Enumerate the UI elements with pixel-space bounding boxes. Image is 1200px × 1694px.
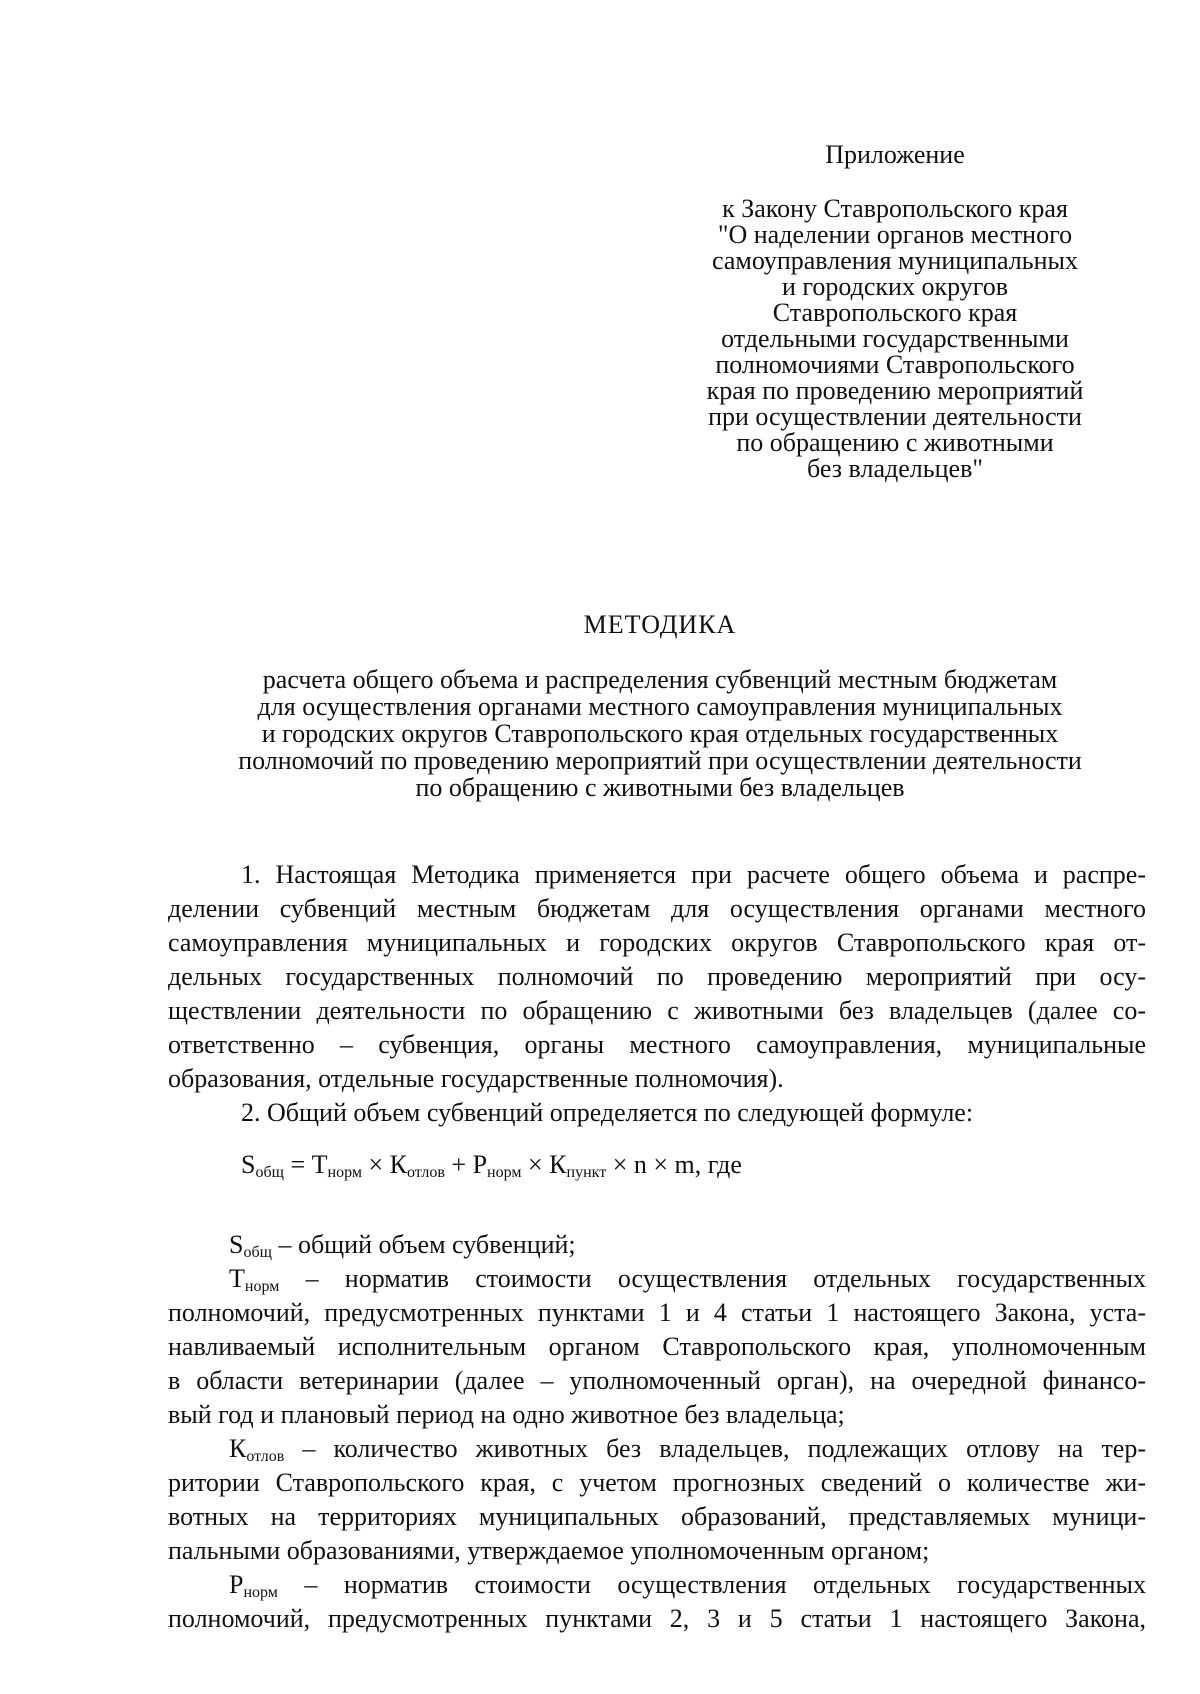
def-subscript: отлов — [246, 1448, 285, 1465]
def-text: – количество животных без владельцев, подлежащих отлову на тер- — [284, 1434, 1146, 1463]
appendix-line: по обращению с животными — [736, 428, 1054, 457]
formula-subscript: норм — [487, 1164, 522, 1181]
paragraph-line: образования, отдельные государственные полномочия). — [168, 1064, 784, 1093]
definition-line: вотных на территориях муниципальных образований, представляемых муници- — [168, 1502, 1146, 1531]
formula-symbol: S — [241, 1150, 256, 1179]
appendix-line: Ставропольского края — [772, 298, 1018, 327]
formula-subscript: норм — [327, 1164, 362, 1181]
definition-line: вый год и плановый период на одно животное без владельца; — [168, 1400, 845, 1429]
paragraph-line: 1. Настоящая Методика применяется при расчете общего объема и распре- — [241, 860, 1146, 889]
definition-line: пальными образованиями, утверждаемое уполномоченным органом; — [168, 1536, 930, 1565]
paragraph-2: 2. Общий объем субвенций определяется по следующей формуле: — [241, 1098, 974, 1127]
subtitle-line: для осуществления органами местного самоуправления муниципальных — [257, 692, 1063, 721]
paragraph-line: ществлении деятельности по обращению с животными без владельцев (далее со- — [168, 996, 1146, 1025]
definition-s — [168, 1228, 1146, 1262]
definitions — [168, 1228, 1146, 1636]
formula-subscript: общ — [255, 1164, 284, 1181]
def-text: – норматив стоимости осуществления отдельных государственных — [277, 1570, 1146, 1599]
paragraph-1 — [168, 858, 1146, 1130]
formula-operator: + — [444, 1150, 473, 1179]
document-subtitle — [170, 666, 1150, 801]
definition-p — [168, 1568, 1146, 1602]
appendix-line: "О наделении органов местного — [717, 220, 1073, 249]
def-text: – общий объем субвенций; — [271, 1230, 576, 1259]
appendix-line: полномочиями Ставропольского — [715, 350, 1075, 379]
def-subscript: общ — [243, 1244, 272, 1261]
definition-line: ритории Ставропольского края, с учетом прогнозных сведений о количестве жи- — [168, 1468, 1146, 1497]
def-subscript: норм — [243, 1584, 278, 1601]
appendix-line: без владельцев" — [807, 454, 983, 483]
def-symbol: Т — [229, 1264, 245, 1293]
appendix-line: и городских округов — [781, 272, 1009, 301]
paragraph-line: самоуправления муниципальных и городских округов Ставропольского края от- — [168, 928, 1146, 957]
formula-tail: × n × m, где — [606, 1150, 742, 1179]
appendix-caption — [660, 196, 1130, 482]
subtitle-line: полномочий по проведению мероприятий при осуществлении деятельности — [238, 746, 1082, 775]
appendix-line: отдельными государственными — [721, 324, 1069, 353]
document-title: МЕТОДИКА — [583, 610, 737, 639]
appendix-line: края по проведению мероприятий — [706, 376, 1084, 405]
formula-symbol: К — [549, 1150, 567, 1179]
formula-line — [241, 1148, 1200, 1182]
def-symbol: К — [229, 1434, 247, 1463]
definition-k — [168, 1432, 1146, 1466]
def-symbol: S — [229, 1230, 244, 1259]
subtitle-line: по обращению с животными без владельцев — [415, 773, 905, 802]
formula-operator: × — [521, 1150, 550, 1179]
formula-operator: = — [283, 1150, 312, 1179]
appendix-line: самоуправления муниципальных — [711, 246, 1079, 275]
appendix-line: к Закону Ставропольского края — [722, 194, 1068, 223]
formula-symbol: Т — [311, 1150, 328, 1179]
formula-symbol: К — [389, 1150, 407, 1179]
def-subscript: норм — [244, 1278, 280, 1295]
paragraph-line: дельных государственных полномочий по проведению мероприятий при осу- — [168, 962, 1146, 991]
definition-t — [168, 1262, 1146, 1296]
def-symbol: Р — [229, 1570, 244, 1599]
definition-line: полномочий, предусмотренных пунктами 2, 3 и 5 статьи 1 настоящего Закона, — [168, 1604, 1146, 1633]
subtitle-line: расчета общего объема и распределения субвенций местным бюджетам — [262, 665, 1058, 694]
definition-line: в области ветеринарии (далее – уполномоченный орган), на очередной финансо- — [168, 1366, 1146, 1395]
formula-subscript: пункт — [566, 1164, 607, 1181]
definition-line: навливаемый исполнительным органом Ставропольского края, уполномоченным — [168, 1332, 1146, 1361]
subtitle-line: и городских округов Ставропольского края отдельных государственных — [261, 719, 1059, 748]
appendix-line: при осуществлении деятельности — [708, 402, 1082, 431]
def-text: – норматив стоимости осуществления отдельных государственных — [279, 1264, 1146, 1293]
definition-line: полномочий, предусмотренных пунктами 1 и 4 статьи 1 настоящего Закона, уста- — [168, 1298, 1146, 1327]
appendix-label: Приложение — [825, 140, 965, 169]
paragraph-line: ответственно – субвенция, органы местного самоуправления, муниципальные — [168, 1030, 1146, 1059]
formula — [168, 1148, 1200, 1182]
formula-symbol: Р — [472, 1150, 488, 1179]
formula-subscript: отлов — [406, 1164, 445, 1181]
formula-operator: × — [361, 1150, 390, 1179]
paragraph-line: делении субвенций местным бюджетам для осуществления органами местного — [168, 894, 1146, 923]
